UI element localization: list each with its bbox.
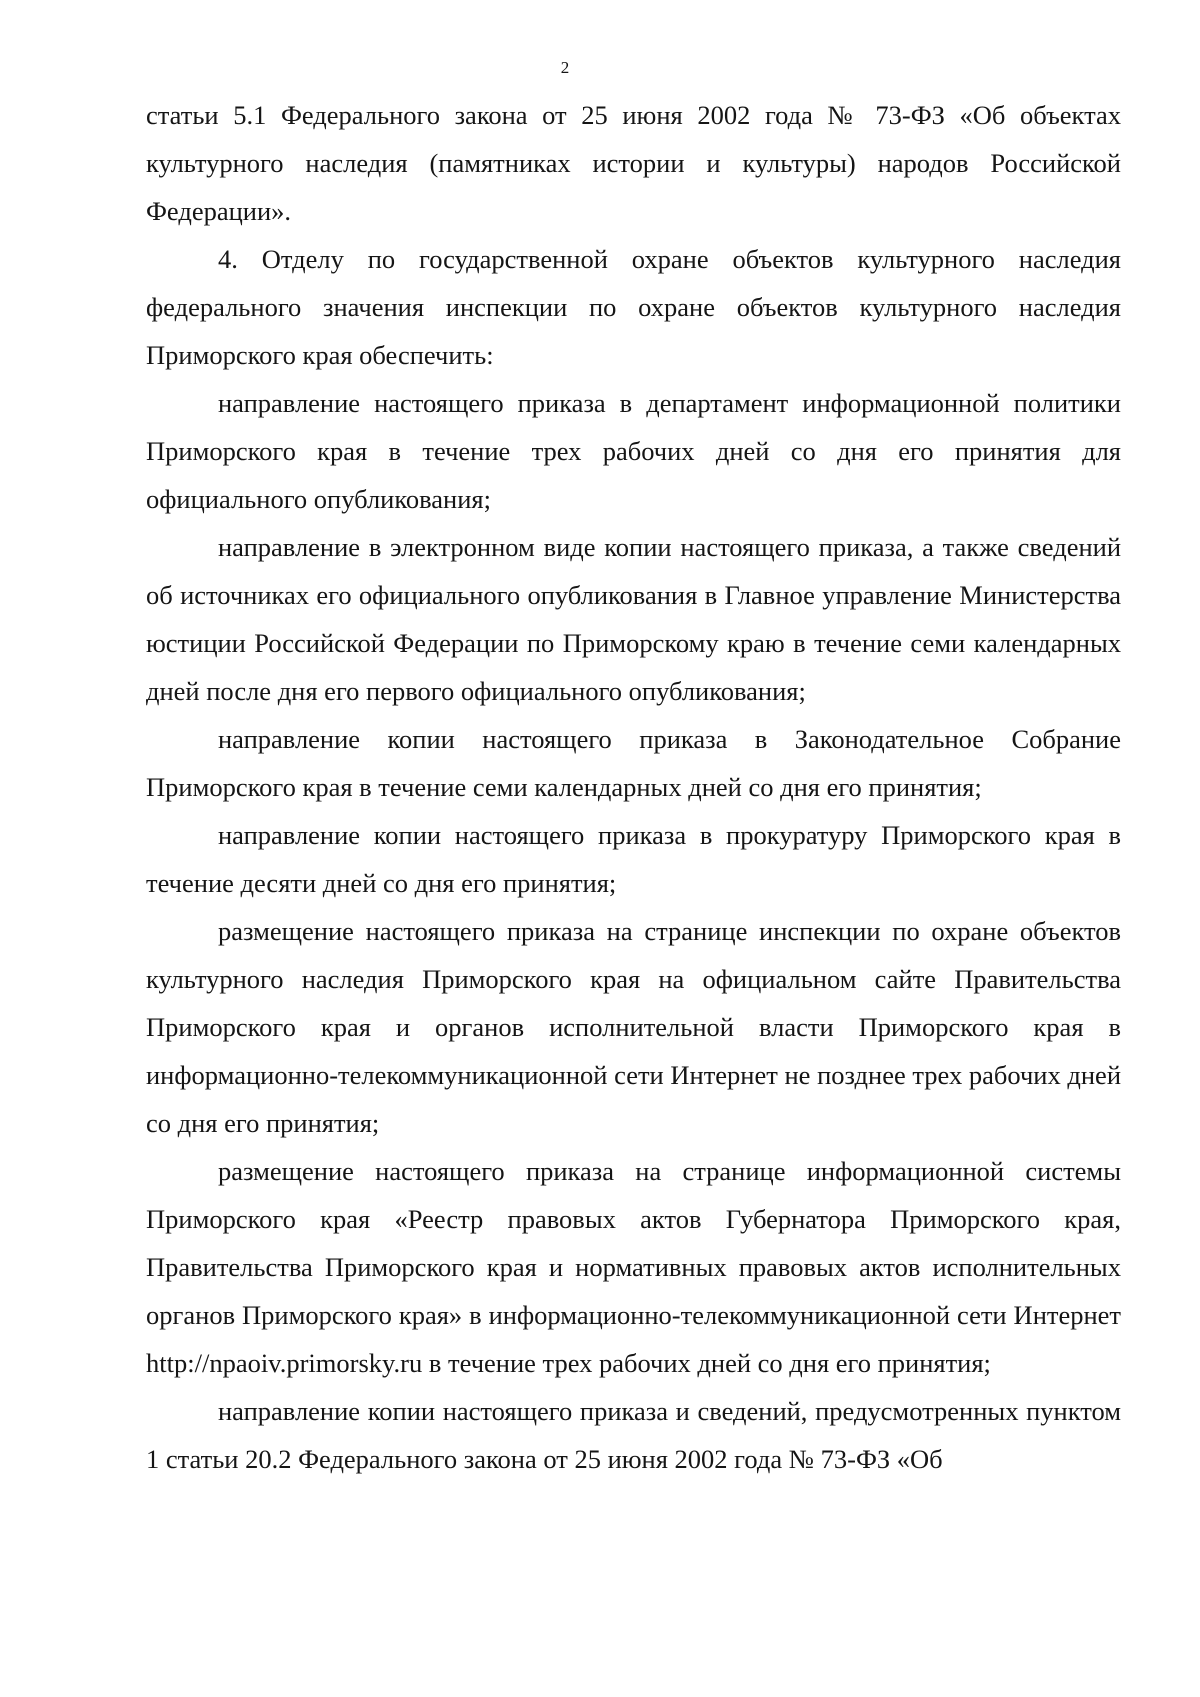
document-body	[146, 91, 1121, 1483]
paragraph-ministry-of-justice: направление в электронном виде копии настоящего приказа, а также сведений об источниках его официального опубликования в Главное управление Министерства юстиции Российской Федерации по Приморскому краю в течение семи календарных дней после дня его первого официального опубликования;	[146, 532, 1121, 706]
paragraph-continuation: статьи 5.1 Федерального закона от 25 июня 2002 года № 73-ФЗ «Об объектах культурного наследия (памятниках истории и культуры) народов Российской Федерации».	[146, 100, 1121, 226]
paragraph-prosecutors-office: направление копии настоящего приказа в прокуратуру Приморского края в течение десяти дней со дня его принятия;	[146, 820, 1121, 898]
paragraph-legal-acts-registry: размещение настоящего приказа на странице информационной системы Приморского края «Реестр правовых актов Губернатора Приморского края, Правительства Приморского края и нормативных правовых актов исполнительных органов Приморского края» в информационно-телекоммуникационной сети Интернет http://npaoiv.primorsky.ru в течение трех рабочих дней со дня его принятия;	[146, 1156, 1121, 1378]
paragraph-info-policy-department: направление настоящего приказа в департамент информационной политики Приморского края в течение трех рабочих дней со дня его принятия для официального опубликования;	[146, 388, 1121, 514]
paragraph-copy-and-information: направление копии настоящего приказа и сведений, предусмотренных пунктом 1 статьи 20.2 Федерального закона от 25 июня 2002 года № 73-ФЗ «Об	[146, 1396, 1121, 1474]
paragraph-legislative-assembly: направление копии настоящего приказа в Законодательное Собрание Приморского края в течение семи календарных дней со дня его принятия;	[146, 724, 1121, 802]
paragraph-item-4: 4. Отделу по государственной охране объектов культурного наследия федерального значения инспекции по охране объектов культурного наследия Приморского края обеспечить:	[146, 244, 1121, 370]
page-number: 2	[560, 58, 570, 77]
paragraph-official-website: размещение настоящего приказа на странице инспекции по охране объектов культурного наследия Приморского края на официальном сайте Правительства Приморского края и органов исполнительной власти Приморского края в информационно-телекоммуникационной сети Интернет не позднее трех рабочих дней со дня его принятия;	[146, 916, 1121, 1138]
